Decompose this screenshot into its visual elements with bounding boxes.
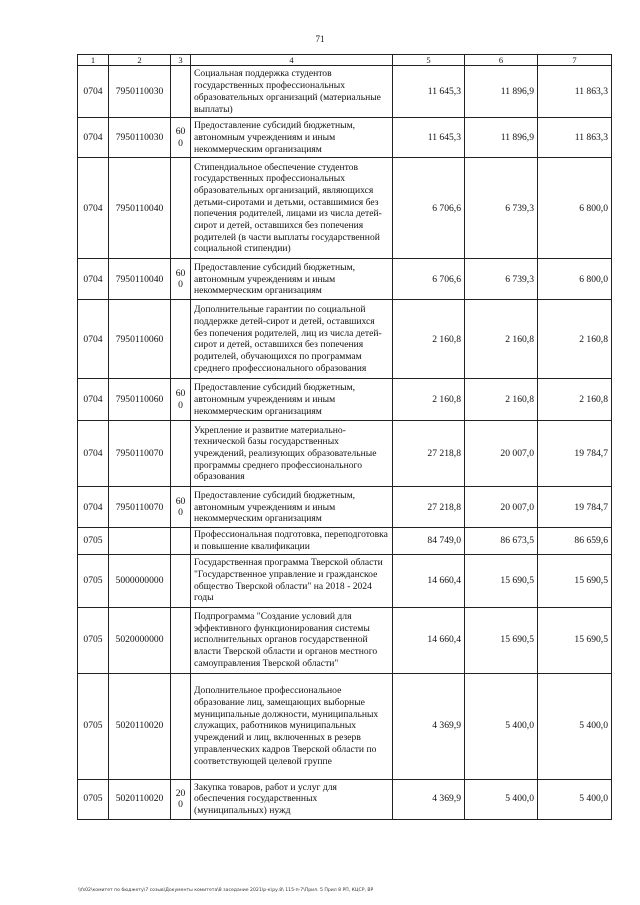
section-code-cell: 0704 [78, 421, 109, 487]
section-code-cell: 0705 [78, 779, 109, 819]
target-article-code-cell: 7950110040 [109, 158, 171, 259]
table-row [78, 300, 612, 379]
table-row [78, 118, 612, 158]
target-article-code-cell: 5020110020 [109, 779, 171, 819]
amount-col7-cell: 15 690,5 [538, 554, 612, 607]
item-name-cell: Предоставление субсидий бюджетным, автономным учреждениям и иным некоммерческим организациям [191, 118, 393, 158]
expense-type-code-cell [171, 300, 191, 379]
amount-col6-cell: 86 673,5 [465, 528, 538, 554]
amount-col6-cell: 5 400,0 [465, 673, 538, 779]
amount-col6-cell: 20 007,0 [465, 487, 538, 528]
item-name-cell: Закупка товаров, работ и услуг для обеспечения государственных (муниципальных) нужд [191, 779, 393, 819]
amount-col6-cell: 2 160,8 [465, 379, 538, 421]
amount-col7-cell: 19 784,7 [538, 421, 612, 487]
section-code-cell: 0705 [78, 554, 109, 607]
table-row [78, 158, 612, 259]
table-row [78, 554, 612, 607]
amount-col7-cell: 2 160,8 [538, 300, 612, 379]
column-header: 2 [109, 55, 171, 66]
expense-type-code-cell: 600 [171, 259, 191, 300]
column-header: 3 [171, 55, 191, 66]
target-article-code-cell: 5020110020 [109, 673, 171, 779]
target-article-code-cell: 7950110060 [109, 300, 171, 379]
amount-col6-cell: 11 896,9 [465, 118, 538, 158]
table-row [78, 673, 612, 779]
amount-col5-cell: 27 218,8 [393, 421, 465, 487]
item-name-cell: Профессиональная подготовка, переподготовка и повышение квалификации [191, 528, 393, 554]
table-row [78, 421, 612, 487]
amount-col6-cell: 11 896,9 [465, 66, 538, 118]
table-header-row [78, 55, 612, 66]
section-code-cell: 0705 [78, 528, 109, 554]
expense-type-code-cell [171, 66, 191, 118]
target-article-code-cell [109, 528, 171, 554]
amount-col5-cell: 27 218,8 [393, 487, 465, 528]
amount-col5-cell: 11 645,3 [393, 66, 465, 118]
expense-type-code-cell: 600 [171, 118, 191, 158]
expense-type-code-cell: 600 [171, 379, 191, 421]
item-name-cell: Государственная программа Тверской области "Государственное управление и гражданское общество Тверской области" на 2018 - 2024 годы [191, 554, 393, 607]
amount-col5-cell: 14 660,4 [393, 607, 465, 673]
expense-type-code-cell: 600 [171, 487, 191, 528]
section-code-cell: 0704 [78, 66, 109, 118]
table-row [78, 379, 612, 421]
expense-type-code-cell [171, 528, 191, 554]
amount-col5-cell: 4 369,9 [393, 779, 465, 819]
amount-col7-cell: 11 863,3 [538, 118, 612, 158]
target-article-code-cell: 7950110060 [109, 379, 171, 421]
amount-col6-cell: 6 739,3 [465, 158, 538, 259]
item-name-cell: Предоставление субсидий бюджетным, автономным учреждениям и иным некоммерческим организациям [191, 259, 393, 300]
target-article-code-cell: 5000000000 [109, 554, 171, 607]
table-row [78, 66, 612, 118]
target-article-code-cell: 7950110030 [109, 66, 171, 118]
column-header: 7 [538, 55, 612, 66]
amount-col7-cell: 6 800,0 [538, 158, 612, 259]
table-body [78, 66, 612, 819]
amount-col5-cell: 14 660,4 [393, 554, 465, 607]
expense-type-code-cell [171, 607, 191, 673]
column-header: 1 [78, 55, 109, 66]
target-article-code-cell: 7950110030 [109, 118, 171, 158]
amount-col7-cell: 15 690,5 [538, 607, 612, 673]
item-name-cell: Предоставление субсидий бюджетным, автономным учреждениям и иным некоммерческим организациям [191, 379, 393, 421]
target-article-code-cell: 5020000000 [109, 607, 171, 673]
table-row [78, 259, 612, 300]
page-number: 71 [315, 34, 325, 44]
table-row [78, 487, 612, 528]
amount-col5-cell: 84 749,0 [393, 528, 465, 554]
amount-col6-cell: 20 007,0 [465, 421, 538, 487]
section-code-cell: 0704 [78, 118, 109, 158]
section-code-cell: 0704 [78, 487, 109, 528]
budget-table [77, 54, 612, 820]
item-name-cell: Укрепление и развитие материально-технической базы государственных учреждений, реализующих образовательные программы среднего профессионального образования [191, 421, 393, 487]
amount-col5-cell: 2 160,8 [393, 379, 465, 421]
amount-col6-cell: 6 739,3 [465, 259, 538, 300]
target-article-code-cell: 7950110070 [109, 487, 171, 528]
amount-col7-cell: 2 160,8 [538, 379, 612, 421]
amount-col7-cell: 5 400,0 [538, 673, 612, 779]
column-header: 4 [191, 55, 393, 66]
expense-type-code-cell: 200 [171, 779, 191, 819]
footer-file-path: \\fs02\комитет по бюджету\7 созыв\Документы комитета\8 заседание 2021\р-к\ру.8\ 115-п-7\Прил. 5 Прил 8 РП, КЦСР, ВР [78, 888, 374, 893]
item-name-cell: Предоставление субсидий бюджетным, автономным учреждениям и иным некоммерческим организациям [191, 487, 393, 528]
column-header: 5 [393, 55, 465, 66]
expense-type-code-cell [171, 673, 191, 779]
amount-col6-cell: 15 690,5 [465, 607, 538, 673]
expense-type-code-cell [171, 158, 191, 259]
amount-col5-cell: 4 369,9 [393, 673, 465, 779]
section-code-cell: 0704 [78, 300, 109, 379]
item-name-cell: Подпрограмма "Создание условий для эффективного функционирования системы исполнительных органов государственной власти Тверской области и органов местного самоуправления Тверской области" [191, 607, 393, 673]
column-header: 6 [465, 55, 538, 66]
target-article-code-cell: 7950110070 [109, 421, 171, 487]
amount-col7-cell: 11 863,3 [538, 66, 612, 118]
amount-col7-cell: 5 400,0 [538, 779, 612, 819]
amount-col5-cell: 11 645,3 [393, 118, 465, 158]
expense-type-code-cell [171, 554, 191, 607]
amount-col7-cell: 6 800,0 [538, 259, 612, 300]
amount-col5-cell: 6 706,6 [393, 158, 465, 259]
section-code-cell: 0704 [78, 259, 109, 300]
section-code-cell: 0704 [78, 158, 109, 259]
table-row [78, 607, 612, 673]
table-row [78, 528, 612, 554]
amount-col6-cell: 2 160,8 [465, 300, 538, 379]
amount-col6-cell: 5 400,0 [465, 779, 538, 819]
item-name-cell: Стипендиальное обеспечение студентов государственных профессиональных образовательных организаций, являющихся детьми-сиротами и детьми, оставшимися без попечения родителей, лицами из числа детей-сирот и детей, оставшихся без попечения родителей (в части выплаты государственной социальной стипендии) [191, 158, 393, 259]
section-code-cell: 0705 [78, 607, 109, 673]
expense-type-code-cell [171, 421, 191, 487]
amount-col5-cell: 2 160,8 [393, 300, 465, 379]
amount-col6-cell: 15 690,5 [465, 554, 538, 607]
amount-col7-cell: 19 784,7 [538, 487, 612, 528]
amount-col5-cell: 6 706,6 [393, 259, 465, 300]
section-code-cell: 0705 [78, 673, 109, 779]
item-name-cell: Дополнительные гарантии по социальной поддержке детей-сирот и детей, оставшихся без попечения родителей, лиц из числа детей-сирот и детей, оставшихся без попечения родителей, обучающихся по программам среднего профессионального образования [191, 300, 393, 379]
table-row [78, 779, 612, 819]
target-article-code-cell: 7950110040 [109, 259, 171, 300]
section-code-cell: 0704 [78, 379, 109, 421]
amount-col7-cell: 86 659,6 [538, 528, 612, 554]
item-name-cell: Социальная поддержка студентов государственных профессиональных образовательных организаций (материальные выплаты) [191, 66, 393, 118]
item-name-cell: Дополнительное профессиональное образование лиц, замещающих выборные муниципальные должности, муниципальных служащих, работников муниципальных учреждений и лиц, включенных в резерв управленческих кадров Тверской области по соответствующей целевой группе [191, 673, 393, 779]
